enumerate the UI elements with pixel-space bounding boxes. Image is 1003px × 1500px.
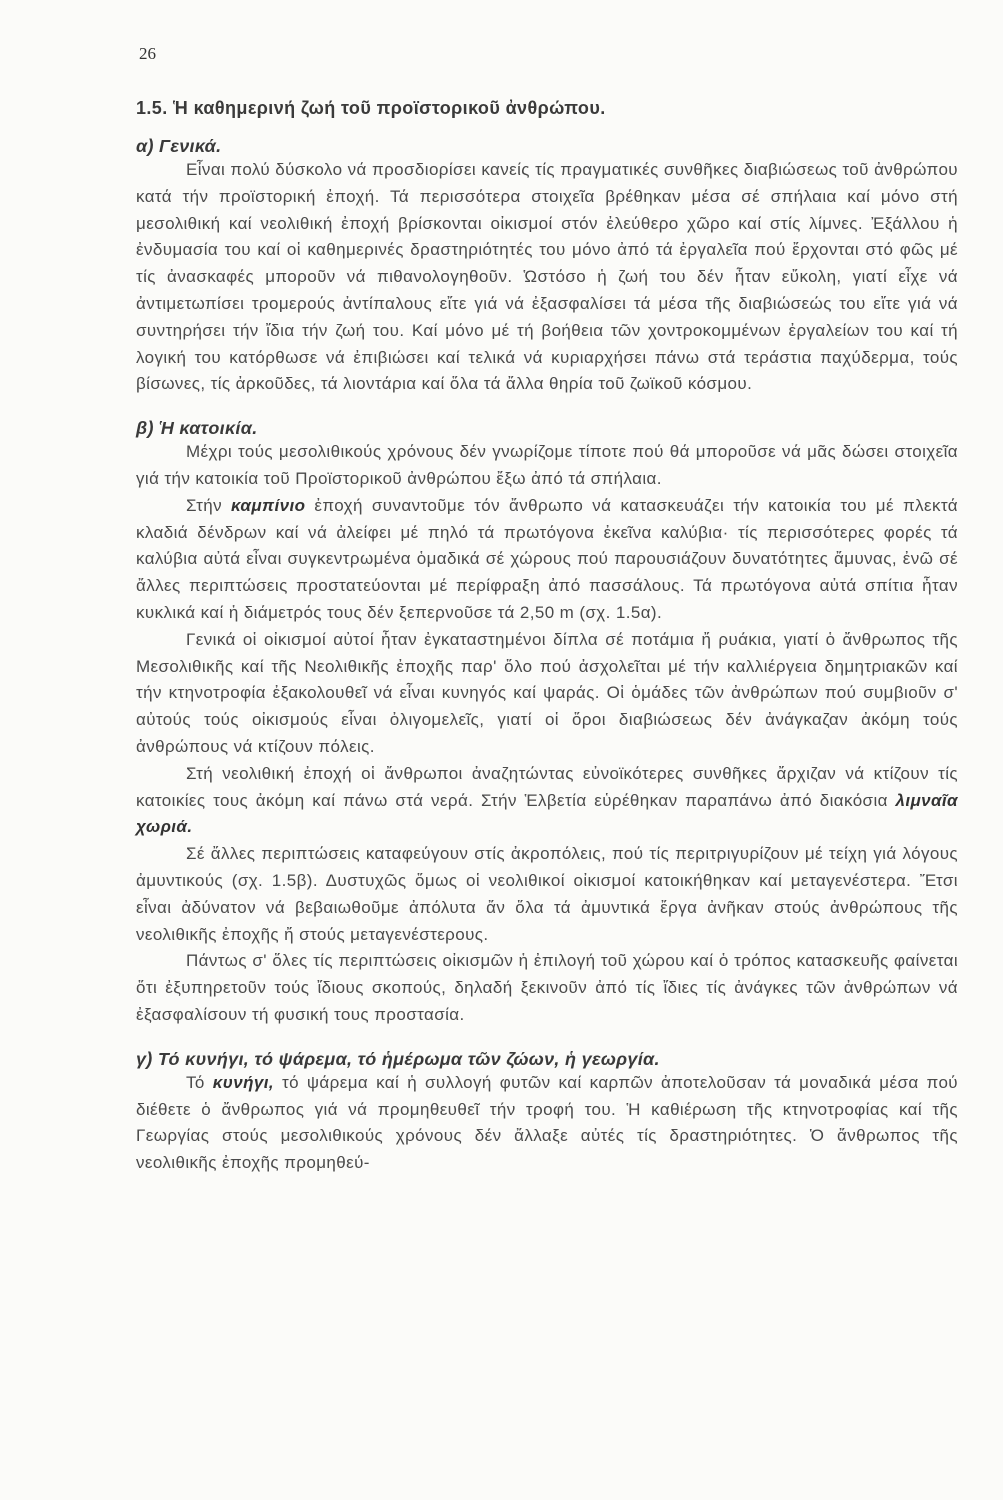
section-heading-dwelling: β) Ἡ κατοικία.	[136, 418, 258, 439]
paragraph	[136, 493, 958, 627]
chapter-title: 1.5. Ἡ καθημερινή ζωή τοῦ προϊστορικοῦ ἀνθρώπου.	[136, 98, 606, 118]
paragraph	[136, 1070, 958, 1177]
text-run: Στή νεολιθική ἐποχή οἱ ἄνθρωποι ἀναζητώντας εὐνοϊκότερες συνθῆκες ἄρχιζαν νά κτίζουν τίς κατοικίες τους ἀκόμη καί πάνω στά νερά. Στήν Ἑλβετία εὑρέθηκαν παραπάνω ἀπό διακόσια	[136, 763, 958, 810]
text-run: ἐποχή συναντοῦμε τόν ἄνθρωπο νά κατασκευάζει τήν κατοικία του μέ πλεκτά κλαδιά δένδρων καί νά ἀλείφει μέ πηλό τά πρωτόγονα ἐκεῖνα καλύβια· τίς περισσότερες φορές τά καλύβια αὐτά εἶναι συγκεντρωμένα ὁμαδικά σέ χώρους πού παρουσιάζουν δυνατότητες ἄμυνας, ἐνῶ σέ ἄλλες περιπτώσεις προστατεύονται μέ περίφραξη ἀπό πασσάλους. Τά πρωτόγονα αὐτά σπίτια ἦταν κυκλικά καί ἡ διάμετρός τους δέν ξεπερνοῦσε τά 2,50 m (σχ. 1.5α).	[136, 495, 958, 622]
paragraph: Σέ ἄλλες περιπτώσεις καταφεύγουν στίς ἀκροπόλεις, πού τίς περιτριγυρίζουν μέ τείχη γιά λόγους ἀμυντικούς (σχ. 1.5β). Δυστυχῶς ὅμως οἱ νεολιθικοί οἰκισμοί κατοικήθηκαν καί μεταγενέστερα. Ἔτσι εἶναι ἀδύνατον νά βεβαιωθοῦμε ἀπόλυτα ἄν ὅλα τά ἀμυντικά ἔργα ἀνῆκαν στούς ἀνθρώπους τῆς νεολιθικῆς ἐποχῆς ἤ στούς μεταγενέστερους.	[136, 844, 958, 944]
section-heading-hunting: γ) Τό κυνήγι, τό ψάρεμα, τό ἡμέρωμα τῶν ζώων, ἡ γεωργία.	[136, 1048, 660, 1069]
section-heading-general: α) Γενικά.	[136, 136, 222, 156]
paragraph: Μέχρι τούς μεσολιθικούς χρόνους δέν γνωρίζομε τίποτε πού θά μποροῦσε νά μᾶς δώσει στοιχεῖα γιά τήν κατοικία τοῦ Προϊστορικοῦ ἀνθρώπου ἔξω ἀπό τά σπήλαια.	[136, 442, 958, 488]
paragraph: Γενικά οἱ οἰκισμοί αὐτοί ἦταν ἐγκαταστημένοι δίπλα σέ ποτάμια ἤ ρυάκια, γιατί ὁ ἄνθρωπος τῆς Μεσολιθικῆς καί τῆς Νεολιθικῆς ἐποχῆς παρ' ὅλο πού ἀσχολεῖται μέ τήν καλλιέργεια δημητριακῶν καί τήν κτηνοτροφία ἐξακολουθεῖ νά εἶναι κυνηγός καί ψαράς. Οἱ ὁμάδες τῶν ἀνθρώπων πού συμβιοῦν σ' αὐτούς τούς οἰκισμούς εἶναι ὀλιγομελεῖς, γιατί οἱ ὅροι διαβιώσεως δέν ἀνάγκαζαν ἀκόμη τούς ἀνθρώπους νά κτίζουν πόλεις.	[136, 629, 958, 756]
emphasis-term: κυνήγι,	[212, 1072, 274, 1092]
emphasis-term: καμπίνιο	[231, 495, 306, 515]
paragraph: Πάντως σ' ὅλες τίς περιπτώσεις οἰκισμῶν ἡ ἐπιλογή τοῦ χώρου καί ὁ τρόπος κατασκευῆς φαίνεται ὅτι ἐξυπηρετοῦν τούς ἴδιους σκοπούς, δηλαδή ξεκινοῦν ἀπό τίς ἴδιες τίς ἀνάγκες τῶν ἀνθρώπων νά ἐξασφαλίσουν τή φυσική τους προστασία.	[136, 951, 958, 1024]
section-general	[136, 136, 958, 398]
section-hunting	[136, 1049, 958, 1177]
paragraph	[136, 761, 958, 841]
text-run: Τό	[186, 1072, 213, 1092]
emphasis-term: λιμναῖα χωριά.	[136, 790, 958, 837]
section-dwelling	[136, 418, 958, 1029]
paragraph: Εἶναι πολύ δύσκολο νά προσδιορίσει κανείς τίς πραγματικές συνθῆκες διαβιώσεως τοῦ ἀνθρώπου κατά τήν προϊστορική ἐποχή. Τά περισσότερα στοιχεῖα βρέθηκαν μέσα σέ σπήλαια καί μόνο στή μεσολιθική καί νεολιθική ἐποχή βρίσκονται οἰκισμοί στόν ἐλεύθερο χῶρο καί στίς λίμνες. Ἐξάλλου ἡ ἐνδυμασία του καί οἱ καθημερινές δραστηριότητές του μόνο ἀπό τά ἐργαλεῖα πού ἔρχονται στό φῶς μέ τίς ἀνασκαφές μποροῦν νά πιθανολογηθοῦν. Ὡστόσο ἡ ζωή του δέν ἦταν εὔκολη, γιατί εἶχε νά ἀντιμετωπίσει τρομερούς ἀντίπαλους εἴτε γιά νά ἐξασφαλίσει τά μέσα τῆς διαβιώσεώς του εἴτε γιά νά συντηρήσει τήν ἴδια τήν ζωή του. Καί μόνο μέ τή βοήθεια τῶν χοντροκομμένων ἐργαλείων του καί τή λογική του κατόρθωσε νά ἐπιβιώσει καί τελικά νά κυριαρχήσει πάνω στά τεράστια παχύδερμα, τούς βίσωνες, τίς ἀρκοῦδες, τά λιοντάρια καί ὅλα τά ἄλλα θηρία τοῦ ζωϊκοῦ κόσμου.	[136, 160, 958, 394]
page-number: 26	[139, 44, 156, 63]
text-run: τό ψάρεμα καί ἡ συλλογή φυτῶν καί καρπῶν ἀποτελοῦσαν τά μοναδικά μέσα πού διέθετε ὁ ἄνθρωπος γιά νά προμηθευθεῖ τήν τροφή του. Ἡ καθιέρωση τῆς κτηνοτροφίας καί τῆς Γεωργίας στούς μεσολιθικούς χρόνους δέν ἄλλαξε αὐτές τίς δραστηριότητες. Ὁ ἄνθρωπος τῆς νεολιθικῆς ἐποχῆς προμηθεύ-	[136, 1072, 958, 1173]
text-run: Στήν	[186, 495, 231, 515]
page-body	[136, 98, 958, 1177]
